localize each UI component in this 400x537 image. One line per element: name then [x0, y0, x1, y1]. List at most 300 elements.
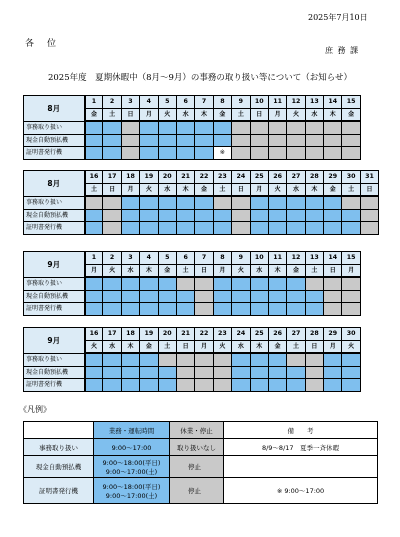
day-number: 14	[324, 96, 342, 109]
day-number: 6	[176, 96, 194, 109]
row-label: 事務取り扱い	[24, 121, 85, 134]
status-cell	[176, 209, 194, 222]
day-number: 28	[305, 171, 323, 184]
weekday: 月	[213, 264, 231, 277]
status-cell	[342, 121, 360, 134]
day-number: 26	[268, 328, 286, 341]
status-cell	[176, 196, 194, 209]
status-cell	[103, 379, 121, 392]
status-cell	[268, 222, 286, 235]
day-number: 21	[176, 328, 194, 341]
status-cell	[195, 277, 213, 290]
status-cell	[195, 290, 213, 303]
status-cell	[287, 353, 305, 366]
status-cell	[268, 134, 286, 147]
status-cell	[176, 379, 194, 392]
status-cell	[121, 147, 139, 160]
status-cell	[305, 196, 323, 209]
legend-closed-text: 停止	[170, 456, 224, 478]
status-cell	[140, 222, 158, 235]
status-cell	[232, 147, 250, 160]
legend-table	[23, 421, 378, 504]
status-cell	[195, 134, 213, 147]
status-cell	[85, 290, 103, 303]
status-cell	[121, 353, 139, 366]
day-number: 23	[213, 171, 231, 184]
status-cell	[121, 209, 139, 222]
row-label: 事務取り扱い	[24, 353, 85, 366]
status-cell	[268, 353, 286, 366]
legend-closed-text: 停止	[170, 478, 224, 504]
weekday: 土	[176, 264, 194, 277]
status-cell	[103, 366, 121, 379]
status-cell	[250, 121, 268, 134]
weekday: 火	[140, 183, 158, 196]
status-cell	[250, 196, 268, 209]
status-cell	[287, 196, 305, 209]
weekday: 土	[287, 340, 305, 353]
status-cell	[140, 134, 158, 147]
status-cell	[232, 353, 250, 366]
status-cell	[324, 277, 342, 290]
status-cell	[176, 366, 194, 379]
status-cell	[342, 209, 360, 222]
day-number: 25	[250, 171, 268, 184]
row-label: 現金自動預払機	[24, 209, 85, 222]
status-cell	[232, 121, 250, 134]
day-number: 3	[121, 252, 139, 265]
weekday: 土	[342, 183, 360, 196]
status-cell	[176, 277, 194, 290]
status-cell	[121, 134, 139, 147]
legend-row-label: 事務取り扱い	[24, 439, 94, 456]
weekday: 木	[250, 340, 268, 353]
status-cell	[250, 303, 268, 316]
day-number: 3	[121, 96, 139, 109]
status-cell	[85, 366, 103, 379]
day-number: 10	[250, 96, 268, 109]
day-number: 5	[158, 96, 176, 109]
status-cell	[250, 379, 268, 392]
status-cell	[324, 366, 342, 379]
weekday: 木	[121, 340, 139, 353]
weekday: 火	[213, 340, 231, 353]
day-number: 9	[232, 252, 250, 265]
day-number: 5	[158, 252, 176, 265]
status-cell	[305, 366, 323, 379]
day-number: 4	[140, 252, 158, 265]
row-label: 証明書発行機	[24, 147, 85, 160]
legend-corner	[24, 422, 94, 439]
status-cell	[85, 379, 103, 392]
status-cell	[305, 147, 323, 160]
status-cell	[342, 366, 360, 379]
weekday: 水	[305, 108, 323, 121]
day-number: 25	[250, 328, 268, 341]
status-cell	[158, 222, 176, 235]
status-cell	[305, 290, 323, 303]
day-number: 20	[158, 171, 176, 184]
day-number: 4	[140, 96, 158, 109]
weekday: 土	[305, 264, 323, 277]
status-cell	[103, 121, 121, 134]
status-cell	[342, 303, 360, 316]
status-cell: ※	[213, 147, 231, 160]
status-cell	[268, 303, 286, 316]
day-number: 8	[213, 252, 231, 265]
row-label: 証明書発行機	[24, 222, 85, 235]
weekday: 月	[324, 340, 342, 353]
legend-note	[224, 456, 378, 478]
status-cell	[250, 290, 268, 303]
day-number: 16	[85, 328, 103, 341]
status-cell	[250, 366, 268, 379]
calendar-month-label: 9月	[24, 252, 85, 278]
status-cell	[268, 209, 286, 222]
status-cell	[85, 209, 103, 222]
status-cell	[195, 196, 213, 209]
status-cell	[158, 353, 176, 366]
weekday: 金	[158, 264, 176, 277]
status-cell	[287, 134, 305, 147]
status-cell	[305, 353, 323, 366]
status-cell	[158, 379, 176, 392]
status-cell	[85, 303, 103, 316]
status-cell	[324, 379, 342, 392]
weekday: 水	[121, 264, 139, 277]
weekday: 日	[360, 183, 378, 196]
weekday: 月	[121, 183, 139, 196]
status-cell	[213, 353, 231, 366]
weekday: 日	[103, 183, 121, 196]
weekday: 日	[305, 340, 323, 353]
day-number: 10	[250, 252, 268, 265]
day-number: 24	[232, 328, 250, 341]
status-cell	[342, 277, 360, 290]
legend-open-saturday: 9:00～17:00(土)	[105, 467, 158, 476]
legend-open-time	[94, 456, 170, 478]
weekday: 金	[195, 183, 213, 196]
status-cell	[250, 147, 268, 160]
document-title: 2025年度 夏期休暇中（8月～9月）の事務の取り扱い等について（お知らせ）	[47, 73, 353, 83]
status-cell	[103, 303, 121, 316]
status-cell	[121, 222, 139, 235]
status-cell	[140, 277, 158, 290]
status-cell	[324, 353, 342, 366]
status-cell	[268, 147, 286, 160]
legend-open-saturday: 9:00～17:00(土)	[105, 491, 158, 500]
weekday: 月	[85, 264, 103, 277]
status-cell	[103, 222, 121, 235]
day-number: 26	[268, 171, 286, 184]
status-cell	[158, 196, 176, 209]
weekday: 水	[176, 108, 194, 121]
status-cell	[232, 379, 250, 392]
day-number: 15	[342, 252, 360, 265]
status-cell	[195, 366, 213, 379]
status-cell	[176, 353, 194, 366]
day-number: 30	[342, 171, 360, 184]
day-number: 1	[85, 252, 103, 265]
status-cell	[121, 303, 139, 316]
day-number: 27	[287, 171, 305, 184]
status-cell	[213, 379, 231, 392]
day-number: 28	[305, 328, 323, 341]
status-cell	[158, 366, 176, 379]
status-cell	[268, 121, 286, 134]
status-cell	[342, 147, 360, 160]
legend-open-weekday: 9:00～18:00(平日)	[102, 458, 161, 467]
status-cell	[103, 353, 121, 366]
day-number: 7	[195, 96, 213, 109]
status-cell	[305, 379, 323, 392]
legend-note: ※ 9:00～17:00	[224, 478, 378, 504]
weekday: 金	[85, 108, 103, 121]
day-number: 16	[85, 171, 103, 184]
status-cell	[103, 209, 121, 222]
status-cell	[140, 209, 158, 222]
status-cell	[232, 222, 250, 235]
weekday: 木	[268, 264, 286, 277]
status-cell	[213, 303, 231, 316]
status-cell	[287, 222, 305, 235]
document-date: 2025年7月10日	[308, 13, 368, 22]
status-cell	[158, 121, 176, 134]
status-cell	[324, 303, 342, 316]
day-number: 2	[103, 252, 121, 265]
day-number: 18	[121, 328, 139, 341]
weekday: 金	[342, 108, 360, 121]
status-cell	[342, 379, 360, 392]
status-cell	[268, 366, 286, 379]
legend-title: 《凡例》	[19, 405, 51, 414]
status-cell	[176, 121, 194, 134]
status-cell	[195, 303, 213, 316]
status-cell	[232, 303, 250, 316]
status-cell	[287, 209, 305, 222]
recipient: 各 位	[25, 39, 59, 49]
day-number: 13	[305, 252, 323, 265]
weekday: 火	[103, 264, 121, 277]
status-cell	[158, 290, 176, 303]
day-number: 29	[324, 328, 342, 341]
weekday: 日	[324, 264, 342, 277]
status-cell	[360, 222, 378, 235]
weekday: 木	[176, 183, 194, 196]
status-cell	[85, 121, 103, 134]
status-cell	[85, 196, 103, 209]
weekday: 金	[213, 108, 231, 121]
legend-open-time	[94, 478, 170, 504]
weekday: 火	[268, 183, 286, 196]
status-cell	[140, 366, 158, 379]
status-cell	[268, 290, 286, 303]
weekday: 木	[140, 264, 158, 277]
day-number: 17	[103, 328, 121, 341]
status-cell	[140, 303, 158, 316]
legend-row-label: 証明書発行機	[24, 478, 94, 504]
status-cell	[158, 277, 176, 290]
legend-head-closed: 休業・停止	[170, 422, 224, 439]
day-number: 2	[103, 96, 121, 109]
weekday: 土	[232, 108, 250, 121]
legend-head-open: 業務・運転時間	[94, 422, 170, 439]
status-cell	[305, 303, 323, 316]
weekday: 金	[268, 340, 286, 353]
status-cell	[121, 366, 139, 379]
status-cell	[305, 209, 323, 222]
legend-head-note: 備 考	[224, 422, 378, 439]
weekday: 月	[268, 108, 286, 121]
day-number: 19	[140, 328, 158, 341]
weekday: 水	[287, 183, 305, 196]
day-number: 24	[232, 171, 250, 184]
weekday: 火	[342, 340, 360, 353]
status-cell	[103, 134, 121, 147]
legend-note: 8/9～8/17 夏季一斉休暇	[224, 439, 378, 456]
status-cell	[324, 290, 342, 303]
status-cell	[213, 134, 231, 147]
weekday: 火	[232, 264, 250, 277]
calendar-month-label: 8月	[24, 171, 85, 197]
status-cell	[305, 134, 323, 147]
weekday: 土	[213, 183, 231, 196]
status-cell	[250, 209, 268, 222]
day-number: 22	[195, 328, 213, 341]
department: 庶 務 課	[325, 46, 360, 55]
legend-open-time: 9:00～17:00	[94, 439, 170, 456]
status-cell	[268, 379, 286, 392]
status-cell	[268, 196, 286, 209]
status-cell	[287, 121, 305, 134]
status-cell	[176, 303, 194, 316]
calendar-table	[23, 251, 361, 316]
status-cell	[250, 222, 268, 235]
weekday: 月	[140, 108, 158, 121]
status-cell	[195, 222, 213, 235]
weekday: 木	[305, 183, 323, 196]
weekday: 水	[250, 264, 268, 277]
day-number: 17	[103, 171, 121, 184]
status-cell	[213, 366, 231, 379]
status-cell	[140, 379, 158, 392]
row-label: 現金自動預払機	[24, 366, 85, 379]
weekday: 月	[250, 183, 268, 196]
legend-open-weekday: 9:00～18:00(平日)	[102, 482, 161, 491]
day-number: 12	[287, 96, 305, 109]
weekday: 火	[158, 108, 176, 121]
status-cell	[342, 196, 360, 209]
status-cell	[324, 121, 342, 134]
calendar-table	[23, 95, 361, 160]
status-cell	[360, 196, 378, 209]
status-cell	[140, 196, 158, 209]
weekday: 金	[324, 183, 342, 196]
status-cell	[250, 134, 268, 147]
day-number: 13	[305, 96, 323, 109]
status-cell	[195, 209, 213, 222]
day-number: 31	[360, 171, 378, 184]
status-cell	[195, 379, 213, 392]
status-cell	[121, 196, 139, 209]
status-cell	[305, 277, 323, 290]
day-number: 12	[287, 252, 305, 265]
status-cell	[250, 353, 268, 366]
status-cell	[232, 209, 250, 222]
weekday: 木	[195, 108, 213, 121]
status-cell	[85, 277, 103, 290]
status-cell	[121, 121, 139, 134]
status-cell	[103, 196, 121, 209]
status-cell	[85, 134, 103, 147]
status-cell	[324, 134, 342, 147]
status-cell	[342, 353, 360, 366]
weekday: 火	[85, 340, 103, 353]
status-cell	[103, 277, 121, 290]
status-cell	[158, 209, 176, 222]
calendar-month-label: 8月	[24, 96, 85, 122]
status-cell	[324, 147, 342, 160]
day-number: 23	[213, 328, 231, 341]
status-cell	[342, 290, 360, 303]
day-number: 11	[268, 96, 286, 109]
status-cell	[232, 277, 250, 290]
status-cell	[195, 353, 213, 366]
weekday: 水	[103, 340, 121, 353]
status-cell	[232, 290, 250, 303]
status-cell	[195, 147, 213, 160]
day-number: 8	[213, 96, 231, 109]
status-cell	[305, 222, 323, 235]
weekday: 水	[232, 340, 250, 353]
status-cell	[140, 353, 158, 366]
status-cell	[232, 196, 250, 209]
status-cell	[324, 222, 342, 235]
weekday: 日	[176, 340, 194, 353]
status-cell	[287, 303, 305, 316]
status-cell	[176, 147, 194, 160]
status-cell	[213, 222, 231, 235]
row-label: 現金自動預払機	[24, 290, 85, 303]
status-cell	[140, 147, 158, 160]
status-cell	[140, 290, 158, 303]
status-cell	[287, 147, 305, 160]
day-number: 30	[342, 328, 360, 341]
day-number: 18	[121, 171, 139, 184]
status-cell	[213, 277, 231, 290]
status-cell	[121, 277, 139, 290]
weekday: 金	[140, 340, 158, 353]
weekday: 水	[158, 183, 176, 196]
status-cell	[250, 277, 268, 290]
status-cell	[85, 222, 103, 235]
day-number: 7	[195, 252, 213, 265]
weekday: 日	[232, 183, 250, 196]
weekday: 金	[287, 264, 305, 277]
status-cell	[158, 147, 176, 160]
status-cell	[158, 134, 176, 147]
status-cell	[176, 222, 194, 235]
status-cell	[121, 290, 139, 303]
status-cell	[176, 134, 194, 147]
status-cell	[287, 277, 305, 290]
weekday: 土	[85, 183, 103, 196]
legend-closed-text: 取り扱いなし	[170, 439, 224, 456]
weekday: 土	[103, 108, 121, 121]
status-cell	[176, 290, 194, 303]
status-cell	[85, 353, 103, 366]
row-label: 証明書発行機	[24, 379, 85, 392]
